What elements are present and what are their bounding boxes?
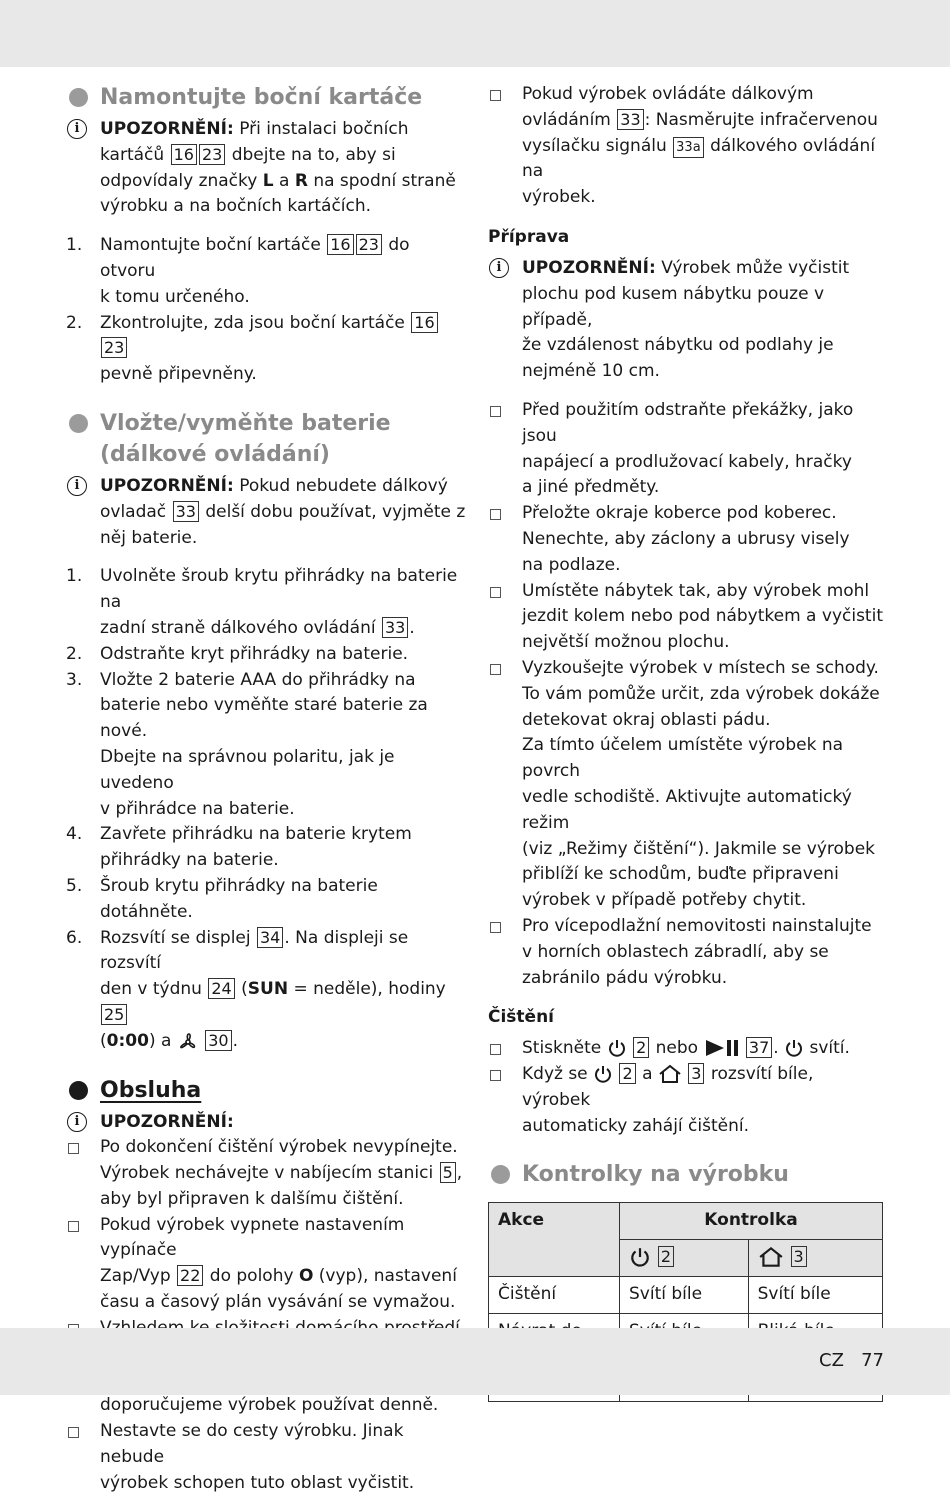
list-item: 2. Zkontrolujte, zda jsou boční kartáče 1623 pevně připevněny. — [66, 311, 466, 388]
list-item: 3. Vložte 2 baterie AAA do přihrádky na baterie nebo vyměňte staré baterie za nové. Dbejte na správnou polaritu, jak je uvedeno v přihrádce na baterie. — [66, 669, 428, 819]
left-column — [66, 82, 466, 1496]
bullet-dot-icon — [69, 88, 88, 107]
list-item: 1. Namontujte boční kartáče 16 23 do otvoru k tomu určeného. — [66, 235, 410, 307]
power-icon — [629, 1246, 651, 1268]
checkbox-bullet-icon — [490, 1070, 501, 1081]
bullet-dot-icon — [69, 414, 88, 433]
info-icon: i — [67, 1112, 87, 1132]
list-item: Pokud výrobek ovládáte dálkovým ovládáním 33 : Nasměrujte infračervenou vysílačku signálu 33a dálkového ovládání na výrobek. — [488, 82, 883, 211]
list-item: Pro vícepodlažní nemovitosti nainstalujte v horních oblastech zábradlí, aby se zabránilo pádu výrobku. — [488, 914, 883, 991]
note-preparation: i UPOZORNĚNÍ: Výrobek může vyčistit plochu pod kusem nábytku pouze v případě, že vzdálenost nábytku od podlahy je nejméně 10 cm. — [488, 256, 883, 385]
bottom-bar — [0, 1328, 950, 1395]
checkbox-bullet-icon — [68, 1143, 79, 1154]
info-icon: i — [489, 258, 509, 278]
right-column — [488, 82, 883, 1402]
list-item: 4. Zavřete přihrádku na baterie krytem přihrádky na baterie. — [66, 824, 412, 871]
table-header-action: Akce — [489, 1203, 620, 1277]
list-item: Nestavte se do cesty výrobku. Jinak nebude výrobek schopen tuto oblast vyčistit. — [66, 1419, 466, 1496]
list-item: Pokud výrobek vypnete nastavením vypínače Zap/Vyp 22 do polohy O (vyp), nastavení času a časový plán vysávání se vymažou. — [66, 1213, 466, 1316]
table-row: Čištění Svítí bíle Svítí bíle — [489, 1277, 883, 1314]
section-heading-batteries: Vložte/vyměňte baterie (dálkové ovládání) — [66, 408, 466, 470]
power-icon — [593, 1064, 613, 1084]
fan-icon — [177, 1031, 199, 1051]
info-icon: i — [67, 119, 87, 139]
list-item: doporučujeme výrobek používat denně. — [66, 1316, 466, 1419]
home-icon — [758, 1246, 784, 1268]
list-item: Vyzkoušejte výrobek v místech se schody. To vám pomůže určit, zda výrobek dokáže detekovat okraj oblasti pádu. Za tímto účelem umístěte výrobek na povrch vedle schodiště. Aktivujte automatický režim (viz „Režimy čištění“). Jakmile se výrobek přiblíží ke schodům, buďte připraveni výrobek v případě potřeby chytit. — [488, 656, 883, 914]
section-heading-indicators: Kontrolky na výrobku — [488, 1159, 883, 1190]
play-pause-icon — [704, 1038, 740, 1058]
list-item: 5. Šroub krytu přihrádky na baterie dotáhněte. — [66, 875, 378, 922]
subheading-preparation: Příprava — [488, 226, 570, 247]
ref-16: 16 — [171, 144, 197, 165]
info-icon: i — [67, 476, 87, 496]
checkbox-bullet-icon — [68, 1221, 79, 1232]
list-item: Stiskněte 2 nebo 37 . svítí. — [488, 1036, 883, 1062]
list-item: Když se 2 a 3 rozsvítí bíle, výrobek automaticky zahájí čištění. — [488, 1062, 883, 1139]
checkbox-bullet-icon — [68, 1427, 79, 1438]
list-item: Před použitím odstraňte překážky, jako jsou napájecí a prodlužovací kabely, hračky a jiné předměty. — [488, 398, 883, 501]
checkbox-bullet-icon — [490, 90, 501, 101]
list-item: Umístěte nábytek tak, aby výrobek mohl jezdit kolem nebo pod nábytkem a vyčistit největší možnou plochu. — [488, 579, 883, 656]
power-icon — [607, 1038, 627, 1058]
list-item: 2. Odstraňte kryt přihrádky na baterie. — [66, 643, 409, 664]
table-header-home: 3 — [748, 1240, 882, 1277]
list-item: Po dokončení čištění výrobek nevypínejte. Výrobek nechávejte v nabíjecím stanici 5 , aby byl připraven k dalšímu čištění. — [66, 1135, 466, 1212]
checkbox-bullet-icon — [490, 664, 501, 675]
checkbox-bullet-icon — [490, 587, 501, 598]
note-operation: i UPOZORNĚNÍ: — [66, 1110, 466, 1136]
ref-23: 23 — [199, 144, 225, 165]
power-icon — [784, 1038, 804, 1058]
page-number: CZ 77 — [819, 1350, 884, 1371]
section-heading-operation: Obsluha — [66, 1075, 466, 1106]
bullet-dot-icon — [69, 1081, 88, 1100]
checkbox-bullet-icon — [490, 1044, 501, 1055]
subheading-cleaning: Čištění — [488, 1007, 555, 1028]
checkbox-bullet-icon — [490, 509, 501, 520]
home-icon — [658, 1064, 682, 1084]
top-bar — [0, 0, 950, 67]
bullet-dot-icon — [491, 1165, 510, 1184]
checkbox-bullet-icon — [490, 922, 501, 933]
note-side-brushes: i UPOZORNĚNÍ: Při instalaci bočních kartáčů 16 23 dbejte na to, aby si odpovídaly značky L a R na spodní straně výrobku a na bočních kartáčích. — [66, 117, 466, 220]
table-header-power: 2 — [620, 1240, 749, 1277]
list-item: 1. Uvolněte šroub krytu přihrádky na baterie na zadní straně dálkového ovládání 33 . — [66, 566, 458, 638]
list-item: Přeložte okraje koberce pod koberec. Nenechte, aby záclony a ubrusy visely na podlaze. — [488, 501, 883, 578]
note-batteries: i UPOZORNĚNÍ: Pokud nebudete dálkový ovladač 33 delší dobu používat, vyjměte z něj baterie. — [66, 474, 466, 551]
checkbox-bullet-icon — [490, 406, 501, 417]
table-header-indicator: Kontrolka — [620, 1203, 883, 1240]
list-item: 6. Rozsvítí se displej 34 . Na displeji se rozsvítí den v týdnu 24 (SUN = neděle), hodiny 25 (0:00) a 30 . — [66, 927, 446, 1051]
section-heading-side-brushes: Namontujte boční kartáče — [66, 82, 466, 113]
